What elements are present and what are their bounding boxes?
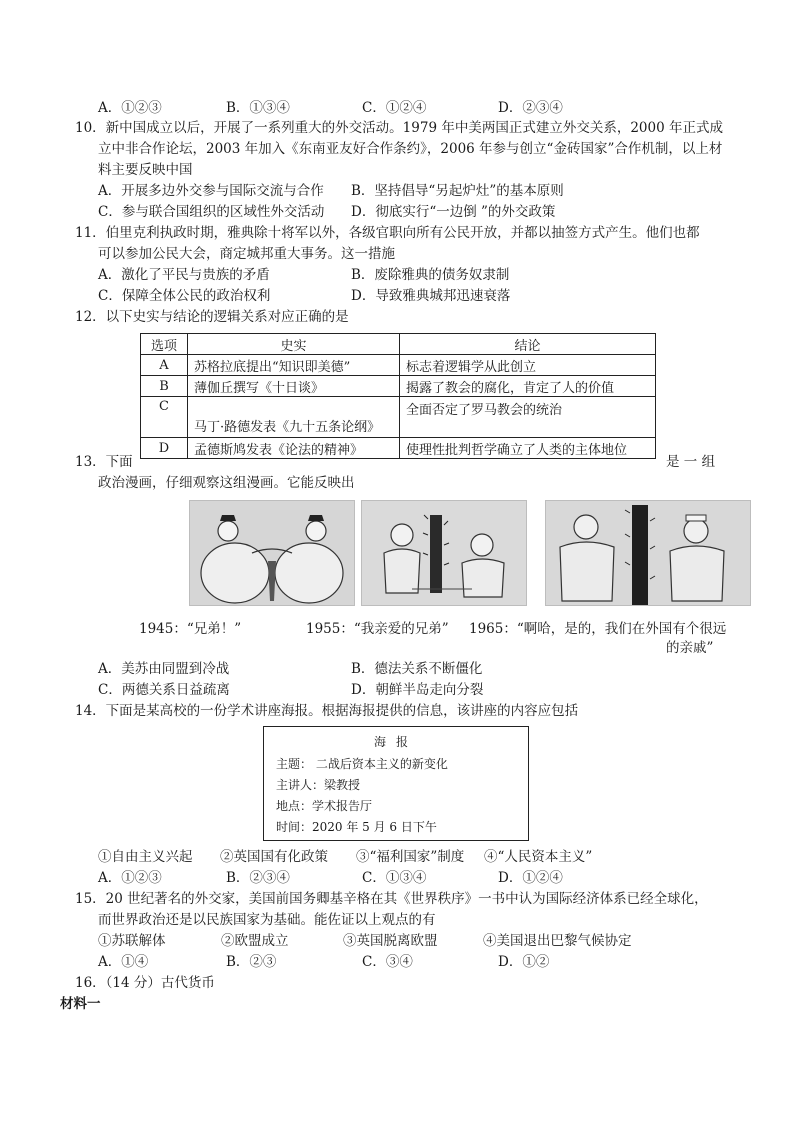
- q12-header-fact: 史实: [188, 334, 400, 355]
- q14-item-2: ②英国国有化政策: [220, 849, 328, 865]
- q12-row-b-conclusion: 揭露了教会的腐化，肯定了人的价值: [400, 376, 656, 397]
- q14-item-1: ①自由主义兴起: [98, 849, 193, 865]
- table-row: [141, 438, 656, 459]
- poster-topic: 主题： 二战后资本主义的新变化: [276, 757, 448, 771]
- q15-option-b: B．②③: [226, 954, 277, 970]
- q15-option-a: A．①④: [98, 954, 149, 970]
- cartoon-caption-1945: 1945：“兄弟！”: [139, 621, 242, 637]
- q15-items: [98, 931, 632, 951]
- q13-stem-line-2: 政治漫画，仔细观察这组漫画。它能反映出: [98, 475, 355, 491]
- q10-stem-line-2: 立中非合作论坛，2003 年加入《东南亚友好合作条约》，2006 年参与创立“金砖国家”合作机制，以上材: [98, 141, 723, 157]
- table-row: [141, 355, 656, 376]
- q14-item-3: ③“福利国家”制度: [356, 849, 465, 865]
- q9-option-c: C．①②④: [362, 100, 427, 116]
- cartoon-1965-drawing: [546, 501, 750, 605]
- q12-row-d-fact: 孟德斯鸠发表《论法的精神》: [188, 438, 400, 459]
- q14-items: [98, 847, 592, 867]
- q12-header-conclusion: 结论: [400, 334, 656, 355]
- q10-option-b: B．坚持倡导“另起炉灶”的基本原则: [351, 183, 564, 199]
- q12-row-c-conclusion: 全面否定了罗马教会的统治: [400, 397, 656, 438]
- q14-options: [98, 868, 563, 888]
- cartoon-1965: [545, 500, 751, 606]
- q12-row-b-option: B: [141, 376, 188, 397]
- q15-item-3: ③英国脱离欧盟: [343, 933, 438, 949]
- q12-row-a-conclusion: 标志着逻辑学从此创立: [400, 355, 656, 376]
- table-row: [141, 397, 656, 438]
- q12-header-option: 选项: [141, 334, 188, 355]
- q13-options-row-2: [98, 680, 483, 700]
- q14-option-b: B．②③④: [226, 870, 290, 886]
- q10-options-row-2: [98, 202, 555, 222]
- cartoon-caption-1965: 1965：“啊哈，是的，我们在外国有个很远: [469, 621, 727, 637]
- cartoon-1945-drawing: [190, 501, 354, 605]
- q13-option-b: B．德法关系不断僵化: [351, 661, 483, 677]
- poster-time: 时间：2020 年 5 月 6 日下午: [276, 820, 437, 834]
- q13-options-row-1: [98, 659, 482, 679]
- q12-row-d-conclusion: 使理性批判哲学确立了人类的主体地位: [400, 438, 656, 459]
- q9-option-b: B．①③④: [226, 100, 290, 116]
- q14-stem: 14．下面是某高校的一份学术讲座海报。根据海报提供的信息，该讲座的内容应包括: [75, 703, 579, 719]
- q9-options: [98, 98, 563, 118]
- q12-stem: 12．以下史实与结论的逻辑关系对应正确的是: [75, 309, 349, 325]
- q10-option-a: A．开展多边外交参与国际交流与合作: [98, 183, 324, 199]
- q12-row-a-fact: 苏格拉底提出“知识即美德”: [188, 355, 400, 376]
- q12-row-d-option: D: [141, 438, 188, 459]
- cartoon-caption-1965-cont: 的亲戚”: [666, 640, 714, 656]
- cartoon-1955-drawing: [362, 501, 526, 605]
- q13-option-a: A．美苏由同盟到冷战: [98, 661, 230, 677]
- lecture-poster: [263, 726, 529, 841]
- q16-material-label: 材料一: [60, 996, 101, 1012]
- q15-stem-line-1: 15．20 世纪著名的外交家，美国前国务卿基辛格在其《世界秩序》一书中认为国际经济体系已经全球化，: [75, 891, 708, 907]
- q15-item-4: ④美国退出巴黎气候协定: [483, 933, 632, 949]
- q11-options-row-1: [98, 265, 509, 285]
- q15-option-d: D．①②: [498, 954, 550, 970]
- q10-options-row-1: [98, 181, 564, 201]
- poster-location: 地点：学术报告厅: [276, 799, 373, 813]
- q11-option-b: B．废除雅典的债务奴隶制: [351, 267, 510, 283]
- q11-options-row-2: [98, 286, 510, 306]
- q11-stem-line-2: 可以参加公民大会，商定城邦重大事务。这一措施: [98, 246, 395, 262]
- q14-option-a: A．①②③: [98, 870, 162, 886]
- q12-row-c-option: C: [141, 397, 188, 438]
- q15-stem-line-2: 而世界政治还是以民族国家为基础。能佐证以上观点的有: [98, 912, 436, 928]
- cartoon-1945: [189, 500, 355, 606]
- q14-option-c: C．①③④: [362, 870, 427, 886]
- q10-option-d: D．彻底实行“一边倒 ”的外交政策: [351, 204, 556, 220]
- q13-stem-start: 13．下面: [75, 454, 133, 470]
- q16-stem: 16．（14 分）古代货币: [75, 975, 215, 991]
- q12-row-a-option: A: [141, 355, 188, 376]
- cartoon-1955: [361, 500, 527, 606]
- q11-option-a: A．激化了平民与贵族的矛盾: [98, 267, 270, 283]
- poster-speaker: 主讲人：梁教授: [276, 778, 361, 792]
- q10-stem-line-3: 料主要反映中国: [98, 162, 193, 178]
- table-row: [141, 376, 656, 397]
- q13-option-d: D．朝鲜半岛走向分裂: [351, 682, 484, 698]
- q12-table-header: [141, 334, 656, 355]
- q15-options: [98, 952, 549, 972]
- q9-option-d: D．②③④: [498, 100, 563, 116]
- q11-option-d: D．导致雅典城邦迅速衰落: [351, 288, 511, 304]
- q15-option-c: C．③④: [362, 954, 413, 970]
- cartoon-caption-1955: 1955：“我亲爱的兄弟”: [306, 621, 449, 637]
- q14-option-d: D．①②④: [498, 870, 563, 886]
- q13-option-c: C．两德关系日益疏离: [98, 682, 230, 698]
- q12-row-b-fact: 薄伽丘撰写《十日谈》: [188, 376, 400, 397]
- poster-title: 海报: [373, 735, 418, 749]
- q15-item-1: ①苏联解体: [98, 933, 166, 949]
- q13-stem-end: 是 一 组: [666, 454, 716, 470]
- q14-item-4: ④“人民资本主义”: [484, 849, 593, 865]
- q11-stem-line-1: 11．伯里克利执政时期，雅典除十将军以外，各级官职向所有公民开放，并都以抽签方式产生。他们也都: [75, 225, 700, 241]
- q12-row-c-fact: 马丁·路德发表《九十五条论纲》: [188, 397, 400, 438]
- q10-option-c: C．参与联合国组织的区域性外交活动: [98, 204, 325, 220]
- q9-option-a: A．①②③: [98, 100, 162, 116]
- q10-stem-line-1: 10．新中国成立以后，开展了一系列重大的外交活动。1979 年中美两国正式建立外交关系，2000 年正式成: [75, 120, 723, 136]
- q11-option-c: C．保障全体公民的政治权利: [98, 288, 271, 304]
- q15-item-2: ②欧盟成立: [221, 933, 289, 949]
- q12-table: [140, 333, 656, 459]
